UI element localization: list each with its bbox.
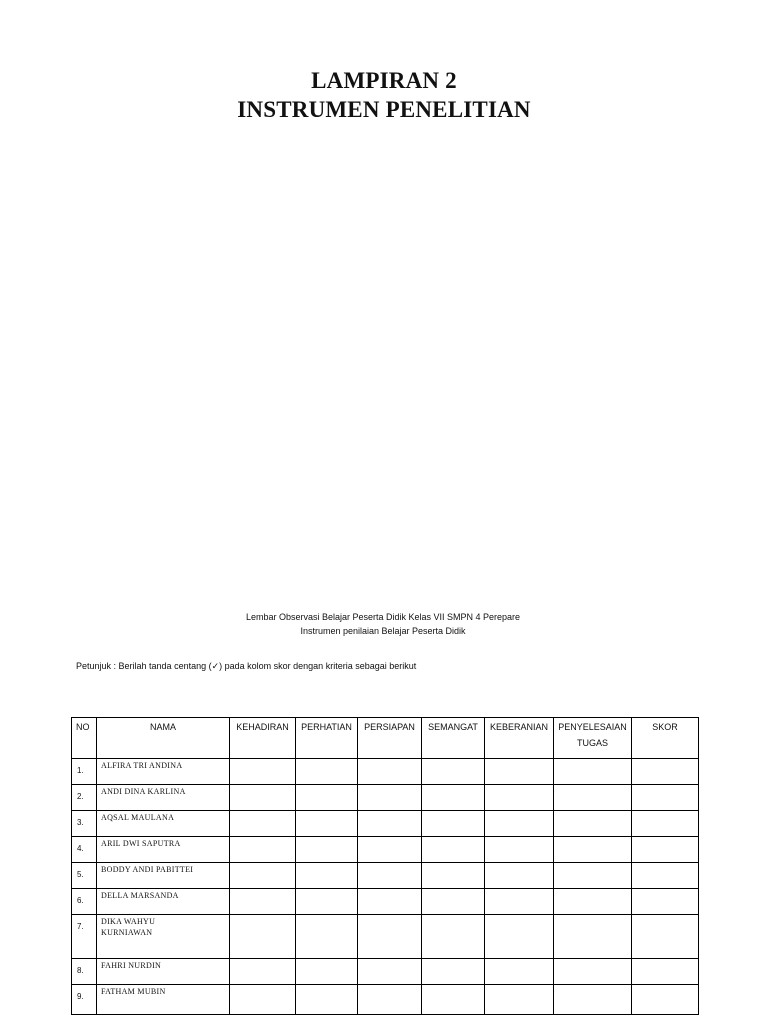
cell-semangat[interactable] bbox=[422, 785, 485, 811]
cell-kehadiran[interactable] bbox=[230, 889, 296, 915]
header-semangat: SEMANGAT bbox=[422, 718, 485, 759]
student-name: FAHRI NURDIN bbox=[97, 959, 230, 985]
table-row bbox=[72, 863, 699, 889]
observation-table bbox=[71, 717, 699, 1015]
cell-kehadiran[interactable] bbox=[230, 959, 296, 985]
cell-persiapan[interactable] bbox=[358, 863, 422, 889]
table-row bbox=[72, 811, 699, 837]
student-name-line-1: DIKA WAHYU bbox=[101, 917, 156, 926]
observation-table-container bbox=[71, 717, 698, 1015]
table-row bbox=[72, 985, 699, 1015]
cell-penyelesaian-tugas[interactable] bbox=[554, 915, 632, 959]
table-row bbox=[72, 785, 699, 811]
cell-persiapan[interactable] bbox=[358, 985, 422, 1015]
cell-perhatian[interactable] bbox=[296, 863, 358, 889]
cell-penyelesaian-tugas[interactable] bbox=[554, 889, 632, 915]
student-name-line-2: KURNIAWAN bbox=[101, 928, 153, 937]
cell-semangat[interactable] bbox=[422, 811, 485, 837]
header-penyelesaian-line-2: TUGAS bbox=[576, 738, 608, 748]
cell-semangat[interactable] bbox=[422, 863, 485, 889]
cell-persiapan[interactable] bbox=[358, 785, 422, 811]
cell-penyelesaian-tugas[interactable] bbox=[554, 959, 632, 985]
table-row bbox=[72, 915, 699, 959]
header-persiapan: PERSIAPAN bbox=[358, 718, 422, 759]
cell-keberanian[interactable] bbox=[485, 837, 554, 863]
cell-keberanian[interactable] bbox=[485, 985, 554, 1015]
cell-semangat[interactable] bbox=[422, 759, 485, 785]
cell-perhatian[interactable] bbox=[296, 959, 358, 985]
title-line-1: LAMPIRAN 2 bbox=[311, 68, 457, 93]
cell-perhatian[interactable] bbox=[296, 915, 358, 959]
cell-kehadiran[interactable] bbox=[230, 915, 296, 959]
cell-semangat[interactable] bbox=[422, 985, 485, 1015]
cell-persiapan[interactable] bbox=[358, 959, 422, 985]
header-penyelesaian-line-1: PENYELESAIAN bbox=[558, 722, 627, 732]
cell-perhatian[interactable] bbox=[296, 811, 358, 837]
cell-keberanian[interactable] bbox=[485, 889, 554, 915]
table-row bbox=[72, 889, 699, 915]
cell-persiapan[interactable] bbox=[358, 811, 422, 837]
header-skor: SKOR bbox=[632, 718, 699, 759]
header-nama: NAMA bbox=[97, 718, 230, 759]
cell-kehadiran[interactable] bbox=[230, 837, 296, 863]
cell-skor[interactable] bbox=[632, 915, 699, 959]
cell-semangat[interactable] bbox=[422, 837, 485, 863]
cell-kehadiran[interactable] bbox=[230, 785, 296, 811]
cell-penyelesaian-tugas[interactable] bbox=[554, 863, 632, 889]
student-name: DELLA MARSANDA bbox=[97, 889, 230, 915]
student-name: ANDI DINA KARLINA bbox=[97, 785, 230, 811]
cell-perhatian[interactable] bbox=[296, 785, 358, 811]
header-no: NO bbox=[72, 718, 97, 759]
cell-skor[interactable] bbox=[632, 837, 699, 863]
subtitle-line-2: Instrumen penilaian Belajar Peserta Didik bbox=[300, 626, 466, 636]
document-subtitle bbox=[0, 610, 766, 638]
cell-skor[interactable] bbox=[632, 785, 699, 811]
header-keberanian: KEBERANIAN bbox=[485, 718, 554, 759]
cell-semangat[interactable] bbox=[422, 915, 485, 959]
row-number: 8. bbox=[72, 959, 97, 985]
row-number: 2. bbox=[72, 785, 97, 811]
row-number: 5. bbox=[72, 863, 97, 889]
cell-skor[interactable] bbox=[632, 863, 699, 889]
cell-persiapan[interactable] bbox=[358, 889, 422, 915]
student-name: BODDY ANDI PABITTEI bbox=[97, 863, 230, 889]
cell-keberanian[interactable] bbox=[485, 863, 554, 889]
header-kehadiran: KEHADIRAN bbox=[230, 718, 296, 759]
cell-semangat[interactable] bbox=[422, 889, 485, 915]
row-number: 6. bbox=[72, 889, 97, 915]
cell-skor[interactable] bbox=[632, 759, 699, 785]
cell-penyelesaian-tugas[interactable] bbox=[554, 837, 632, 863]
table-row bbox=[72, 759, 699, 785]
cell-skor[interactable] bbox=[632, 985, 699, 1015]
cell-skor[interactable] bbox=[632, 959, 699, 985]
cell-persiapan[interactable] bbox=[358, 837, 422, 863]
cell-kehadiran[interactable] bbox=[230, 863, 296, 889]
student-name: ALFIRA TRI ANDINA bbox=[97, 759, 230, 785]
cell-keberanian[interactable] bbox=[485, 915, 554, 959]
table-header-row bbox=[72, 718, 699, 759]
header-penyelesaian-tugas bbox=[554, 718, 632, 759]
cell-keberanian[interactable] bbox=[485, 959, 554, 985]
row-number: 4. bbox=[72, 837, 97, 863]
cell-kehadiran[interactable] bbox=[230, 759, 296, 785]
instruction-text: Petunjuk : Berilah tanda centang (✓) pada kolom skor dengan kriteria sebagai berikut bbox=[76, 661, 417, 671]
page-title bbox=[0, 66, 768, 124]
cell-penyelesaian-tugas[interactable] bbox=[554, 759, 632, 785]
row-number: 7. bbox=[72, 915, 97, 959]
student-name bbox=[97, 915, 230, 959]
cell-persiapan[interactable] bbox=[358, 759, 422, 785]
cell-semangat[interactable] bbox=[422, 959, 485, 985]
row-number: 1. bbox=[72, 759, 97, 785]
table-row bbox=[72, 959, 699, 985]
cell-skor[interactable] bbox=[632, 811, 699, 837]
subtitle-line-1: Lembar Observasi Belajar Peserta Didik Kelas VII SMPN 4 Perepare bbox=[245, 612, 521, 622]
cell-kehadiran[interactable] bbox=[230, 811, 296, 837]
row-number: 3. bbox=[72, 811, 97, 837]
title-line-2: INSTRUMEN PENELITIAN bbox=[237, 97, 531, 122]
student-name: FATHAM MUBIN bbox=[97, 985, 230, 1015]
cell-penyelesaian-tugas[interactable] bbox=[554, 811, 632, 837]
table-row bbox=[72, 837, 699, 863]
cell-perhatian[interactable] bbox=[296, 759, 358, 785]
cell-keberanian[interactable] bbox=[485, 759, 554, 785]
cell-penyelesaian-tugas[interactable] bbox=[554, 785, 632, 811]
cell-skor[interactable] bbox=[632, 889, 699, 915]
cell-kehadiran[interactable] bbox=[230, 985, 296, 1015]
student-name: AQSAL MAULANA bbox=[97, 811, 230, 837]
cell-keberanian[interactable] bbox=[485, 811, 554, 837]
cell-perhatian[interactable] bbox=[296, 985, 358, 1015]
cell-perhatian[interactable] bbox=[296, 837, 358, 863]
cell-persiapan[interactable] bbox=[358, 915, 422, 959]
student-name: ARIL DWI SAPUTRA bbox=[97, 837, 230, 863]
cell-penyelesaian-tugas[interactable] bbox=[554, 985, 632, 1015]
row-number: 9. bbox=[72, 985, 97, 1015]
cell-keberanian[interactable] bbox=[485, 785, 554, 811]
cell-perhatian[interactable] bbox=[296, 889, 358, 915]
header-perhatian: PERHATIAN bbox=[296, 718, 358, 759]
